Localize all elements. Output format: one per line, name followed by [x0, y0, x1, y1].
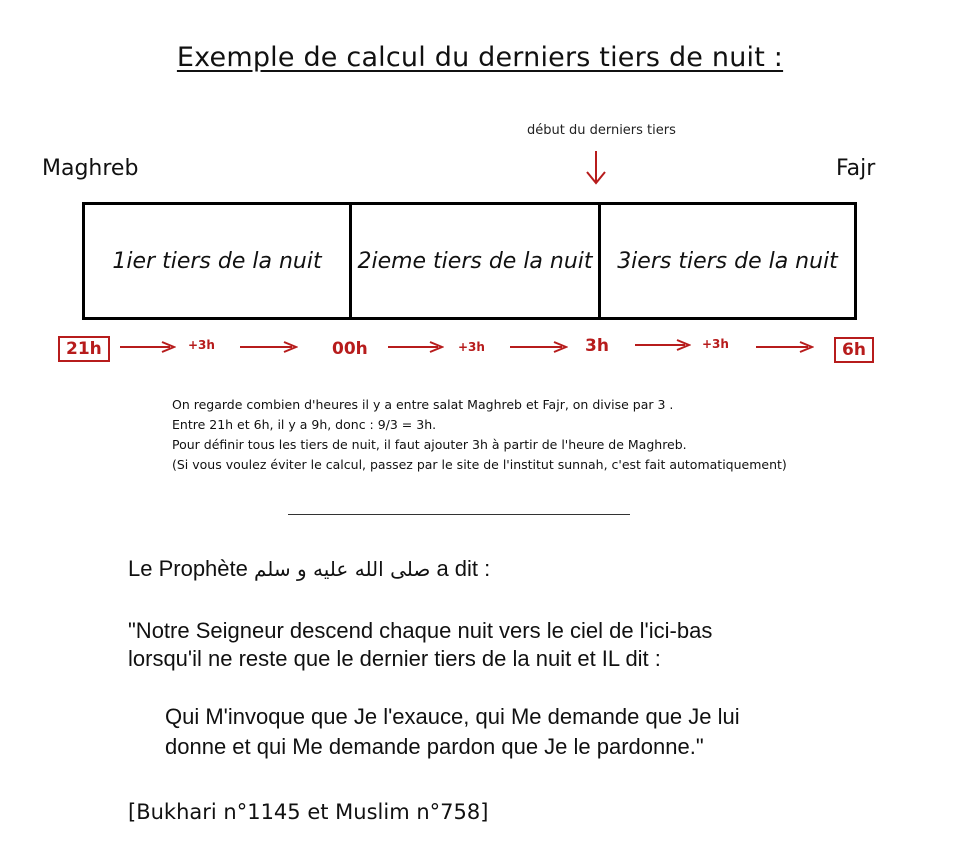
time-3h: 3h	[585, 336, 609, 356]
hadith-intro-before: Le Prophète	[128, 556, 254, 581]
note-line: (Si vous voulez éviter le calcul, passez par le site de l'institut sunnah, c'est fait automatiquement)	[172, 457, 787, 472]
hadith-line: Qui M'invoque que Je l'exauce, qui Me demande que Je lui	[165, 704, 740, 729]
separator-line	[288, 514, 630, 515]
time-00h: 00h	[332, 339, 368, 359]
right-arrow-icon	[120, 341, 176, 353]
hadith-line: "Notre Seigneur descend chaque nuit vers le ciel de l'ici-bas	[128, 618, 713, 643]
right-arrow-icon	[756, 341, 814, 353]
night-thirds-box	[82, 202, 857, 320]
last-third-start-label: début du derniers tiers	[527, 123, 676, 138]
hadith-intro	[128, 556, 490, 582]
note-line: Entre 21h et 6h, il y a 9h, donc : 9/3 = 3h.	[172, 417, 437, 432]
maghreb-label: Maghreb	[42, 156, 139, 181]
increment-label-1: +3h	[188, 338, 215, 352]
time-6h: 6h	[834, 337, 874, 363]
hadith-line: lorsqu'il ne reste que le dernier tiers de la nuit et IL dit :	[128, 646, 661, 671]
hadith-line: donne et qui Me demande pardon que Je le pardonne."	[165, 734, 704, 759]
explanation-notes	[172, 395, 787, 475]
hadith-intro-arabic: صلى الله عليه و سلم	[253, 557, 431, 581]
fajr-label: Fajr	[836, 156, 876, 181]
down-arrow-icon	[584, 150, 608, 186]
time-21h: 21h	[58, 336, 110, 362]
note-line: On regarde combien d'heures il y a entre salat Maghreb et Fajr, on divise par 3 .	[172, 397, 674, 412]
first-third-cell: 1ier tiers de la nuit	[85, 205, 352, 317]
hadith-intro-after: a dit :	[430, 556, 491, 581]
page-title: Exemple de calcul du derniers tiers de nuit :	[176, 42, 784, 73]
right-arrow-icon	[388, 341, 444, 353]
hadith-reference: [Bukhari n°1145 et Muslim n°758]	[128, 800, 489, 824]
right-arrow-icon	[510, 341, 568, 353]
right-arrow-icon	[240, 341, 298, 353]
note-line: Pour définir tous les tiers de nuit, il faut ajouter 3h à partir de l'heure de Maghreb.	[172, 437, 687, 452]
third-third-cell: 3iers tiers de la nuit	[617, 248, 838, 274]
increment-label-3: +3h	[702, 337, 729, 351]
increment-label-2: +3h	[458, 340, 485, 354]
second-third-cell: 2ieme tiers de la nuit	[352, 205, 601, 317]
right-arrow-icon	[635, 339, 691, 351]
